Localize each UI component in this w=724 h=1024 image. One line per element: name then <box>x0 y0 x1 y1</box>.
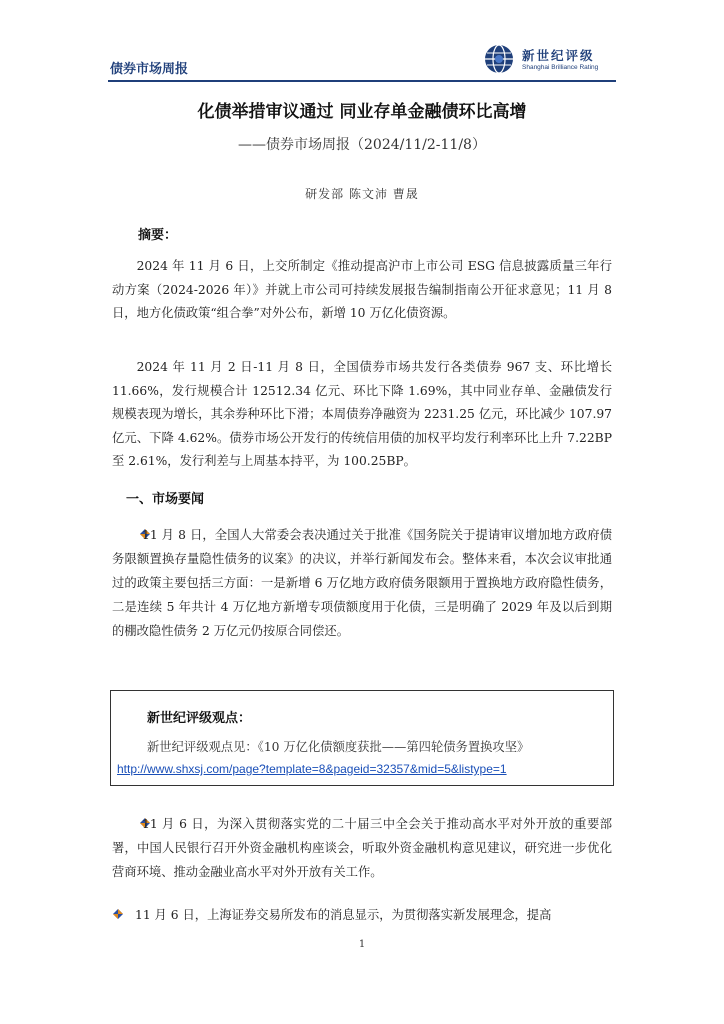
report-subtitle: ——债券市场周报（2024/11/2-11/8） <box>238 137 486 153</box>
report-authors: 研发部 陈文沛 曹晟 <box>305 187 419 201</box>
section-heading-market-news: 一、市场要闻 <box>126 492 205 507</box>
viewpoint-label: 新世纪评级观点： <box>147 711 252 726</box>
diamond-bullet-icon <box>113 909 123 919</box>
brand-logo <box>484 44 616 76</box>
report-title: 化债举措审议通过 同业存单金融债环比高增 <box>197 102 527 122</box>
news-item-3: 11 月 6 日，上海证券交易所发布的消息显示，为贯彻落实新发展理念，提高 <box>135 908 552 922</box>
page-header <box>108 40 616 82</box>
page-number: 1 <box>358 939 366 950</box>
globe-logo-icon <box>484 44 514 74</box>
news-item-1: 11 月 8 日，全国人大常委会表决通过关于批准《国务院关于提请审议增加地方政府债务限额置换存量隐性债务的议案》的决议，并举行新闻发布会。整体来看，本次会议审批通过的政策主要包括三方面：一是新增 6 万亿地方政府债务限额用于置换地方政府隐性债务，二是连续 5 年共计 4 万亿地方新增专项债额度用于化债，三是明确了 2029 年及以后到期的棚改隐性债务 2 万亿元仍按原合同偿还。 <box>112 528 612 638</box>
abstract-label: 摘要： <box>138 228 178 243</box>
viewpoint-text: 新世纪评级观点见：《10 万亿化债额度获批——第四轮债务置换攻坚》 <box>147 740 530 754</box>
logo-chinese-name: 新世纪评级 <box>522 48 595 63</box>
header-title: 债券市场周报 <box>110 62 189 77</box>
viewpoint-link[interactable]: http://www.shxsj.com/page?template=8&pageid=32357&mid=5&listype=1 <box>117 762 507 776</box>
abstract-paragraph-1: 2024 年 11 月 6 日，上交所制定《推动提高沪市上市公司 ESG 信息披露质量三年行动方案（2024-2026 年）》并就上市公司可持续发展报告编制指南公开征求意见；11 月 8 日，地方化债政策“组合拳”对外公布，新增 10 万亿化债资源。 <box>112 259 612 320</box>
abstract-paragraph-2: 2024 年 11 月 2 日-11 月 8 日，全国债券市场共发行各类债券 967 支、环比增长 11.66%，发行规模合计 12512.34 亿元、环比下降 1.69%，其中同业存单、金融债发行规模表现为增长，其余券种环比下滑；本周债券净融资为 2231.25 亿元，环比减少 107.97 亿元、下降 4.62%。债券市场公开发行的传统信用债的加权平均发行利率环比上升 7.22BP 至 2.61%，发行利差与上周基本持平，为 100.25BP。 <box>112 360 612 468</box>
viewpoint-box <box>110 690 614 786</box>
logo-english-name: Shanghai Brilliance Rating <box>522 64 599 71</box>
news-item-2: 11 月 6 日，为深入贯彻落实党的二十届三中全会关于推动高水平对外开放的重要部署，中国人民银行召开外资金融机构座谈会，听取外资金融机构意见建议，研究进一步优化营商环境、推动金融业高水平对外开放有关工作。 <box>112 817 612 879</box>
